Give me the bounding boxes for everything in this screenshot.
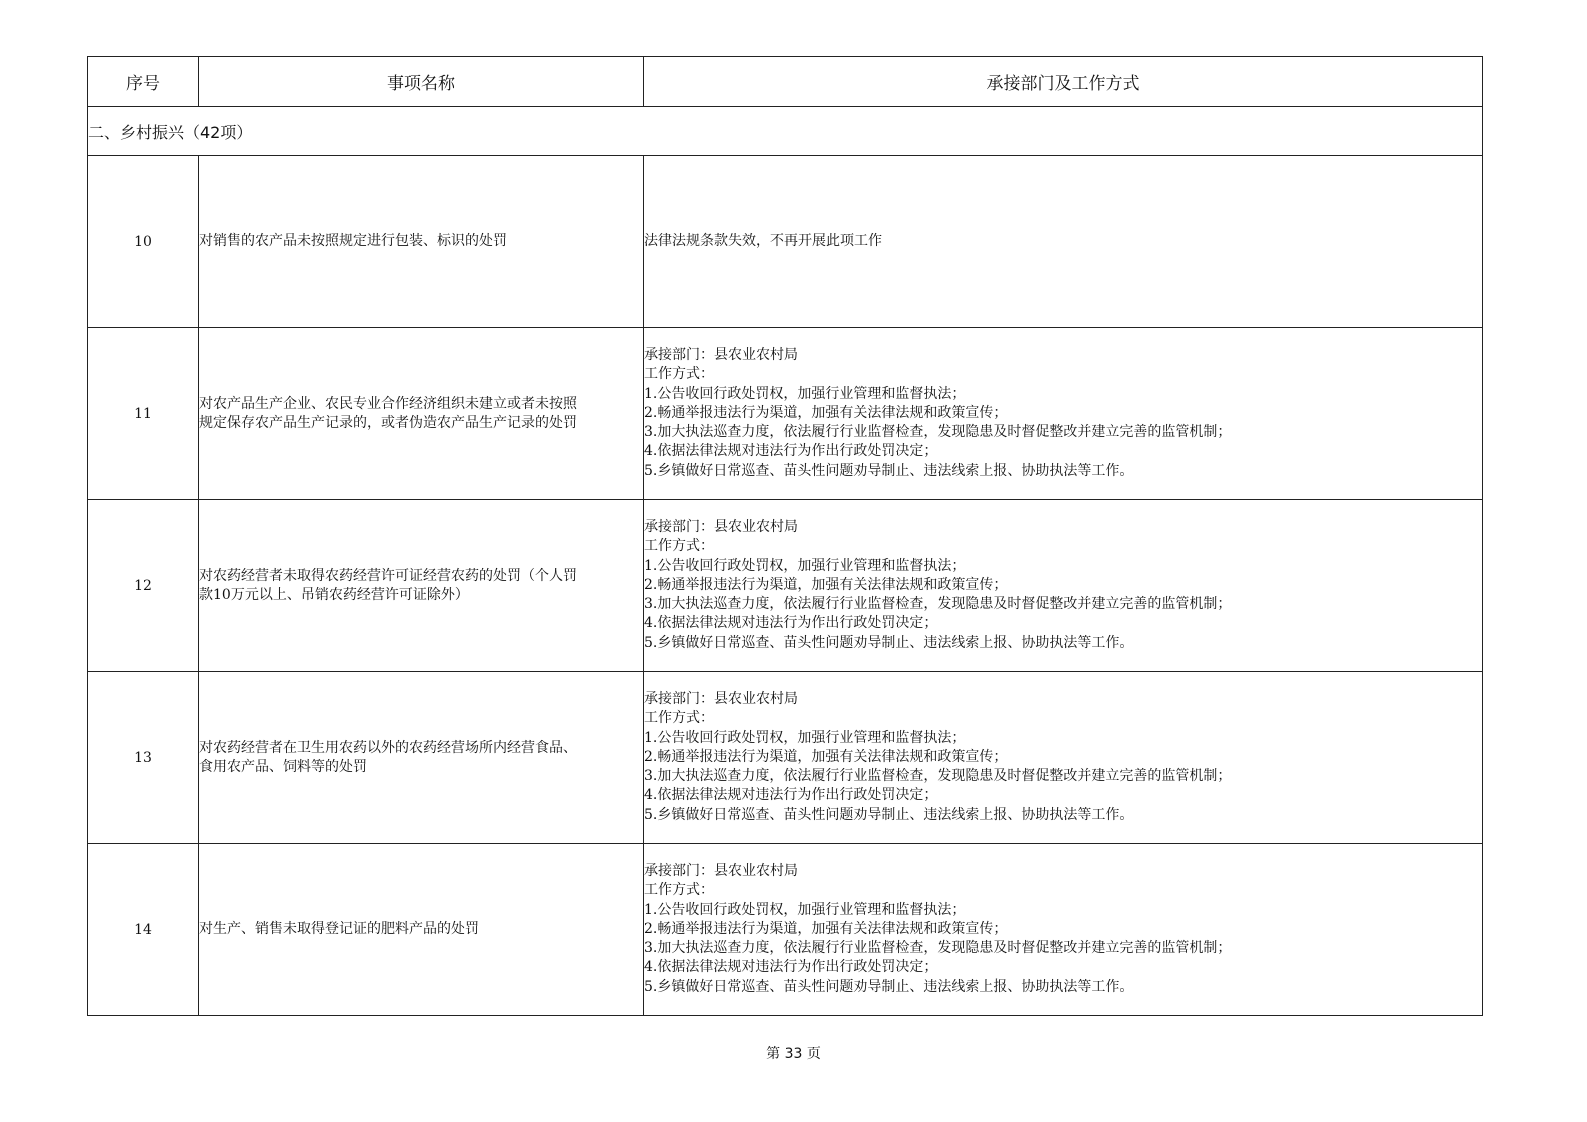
method-line: 5.乡镇做好日常巡查、苗头性问题劝导制止、违法线索上报、协助执法等工作。 [644,806,1134,823]
method-line: 3.加大执法巡查力度，依法履行行业监督检查，发现隐患及时督促整改并建立完善的监管机制； [644,940,1232,957]
method-line: 2.畅通举报违法行为渠道，加强有关法律法规和政策宣传； [644,920,1008,937]
header-name: 事项名称 [199,57,644,107]
item-name [199,156,644,328]
method-line: 4.依据法律法规对违法行为作出行政处罚决定； [644,959,938,976]
item-name-line: 对销售的农产品未按照规定进行包装、标识的处罚 [199,233,507,249]
table-row [88,672,1483,844]
item-name [199,844,644,1016]
item-number: 12 [88,500,199,672]
method-line: 2.畅通举报违法行为渠道，加强有关法律法规和政策宣传； [644,404,1008,421]
header-no: 序号 [88,57,199,107]
item-method [644,844,1483,1016]
method-line: 2.畅通举报违法行为渠道，加强有关法律法规和政策宣传； [644,748,1008,765]
method-line: 5.乡镇做好日常巡查、苗头性问题劝导制止、违法线索上报、协助执法等工作。 [644,978,1134,995]
items-table [87,56,1483,1016]
item-name-line: 对农药经营者在卫生用农药以外的农药经营场所内经营食品、 [199,739,577,756]
table-row [88,156,1483,328]
item-method [644,500,1483,672]
table-row [88,844,1483,1016]
item-name [199,328,644,500]
method-line: 5.乡镇做好日常巡查、苗头性问题劝导制止、违法线索上报、协助执法等工作。 [644,462,1134,479]
table-row [88,500,1483,672]
section-title: 二、乡村振兴（42项） [88,107,1483,156]
method-line: 承接部门：县农业农村局 [644,518,798,535]
item-name-line: 对生产、销售未取得登记证的肥料产品的处罚 [199,921,479,937]
method-line: 工作方式： [644,538,714,555]
method-line: 工作方式： [644,882,714,899]
item-number: 13 [88,672,199,844]
method-line: 1.公告收回行政处罚权，加强行业管理和监督执法； [644,901,966,918]
item-number: 11 [88,328,199,500]
item-method [644,328,1483,500]
method-line: 工作方式： [644,710,714,727]
method-line: 4.依据法律法规对违法行为作出行政处罚决定； [644,787,938,804]
method-line: 法律法规条款失效，不再开展此项工作 [644,232,882,249]
item-name-line: 款10万元以上、吊销农药经营许可证除外） [199,586,469,603]
method-line: 3.加大执法巡查力度，依法履行行业监督检查，发现隐患及时督促整改并建立完善的监管机制； [644,596,1232,613]
item-name-line: 食用农产品、饲料等的处罚 [199,758,367,775]
item-name-line: 对农产品生产企业、农民专业合作经济组织未建立或者未按照 [199,395,577,412]
method-line: 3.加大执法巡查力度，依法履行行业监督检查，发现隐患及时督促整改并建立完善的监管机制； [644,424,1232,441]
method-line: 4.依据法律法规对违法行为作出行政处罚决定； [644,615,938,632]
item-number: 10 [88,156,199,328]
method-line: 承接部门：县农业农村局 [644,346,798,363]
item-number: 14 [88,844,199,1016]
method-line: 3.加大执法巡查力度，依法履行行业监督检查，发现隐患及时督促整改并建立完善的监管机制； [644,768,1232,785]
item-name-line: 对农药经营者未取得农药经营许可证经营农药的处罚（个人罚 [199,567,577,584]
method-line: 工作方式： [644,366,714,383]
item-name [199,500,644,672]
item-method [644,672,1483,844]
method-line: 1.公告收回行政处罚权，加强行业管理和监督执法； [644,729,966,746]
method-line: 5.乡镇做好日常巡查、苗头性问题劝导制止、违法线索上报、协助执法等工作。 [644,634,1134,651]
table-row [88,328,1483,500]
item-method [644,156,1483,328]
method-line: 2.畅通举报违法行为渠道，加强有关法律法规和政策宣传； [644,576,1008,593]
method-line: 承接部门：县农业农村局 [644,690,798,707]
header-method: 承接部门及工作方式 [644,57,1483,107]
method-line: 1.公告收回行政处罚权，加强行业管理和监督执法； [644,557,966,574]
method-line: 承接部门：县农业农村局 [644,862,798,879]
page-number: 第 33 页 [766,1046,821,1062]
item-name-line: 规定保存农产品生产记录的，或者伪造农产品生产记录的处罚 [199,414,577,431]
item-name [199,672,644,844]
method-line: 1.公告收回行政处罚权，加强行业管理和监督执法； [644,385,966,402]
header-row [88,57,1483,107]
method-line: 4.依据法律法规对违法行为作出行政处罚决定； [644,443,938,460]
section-row [88,107,1483,156]
